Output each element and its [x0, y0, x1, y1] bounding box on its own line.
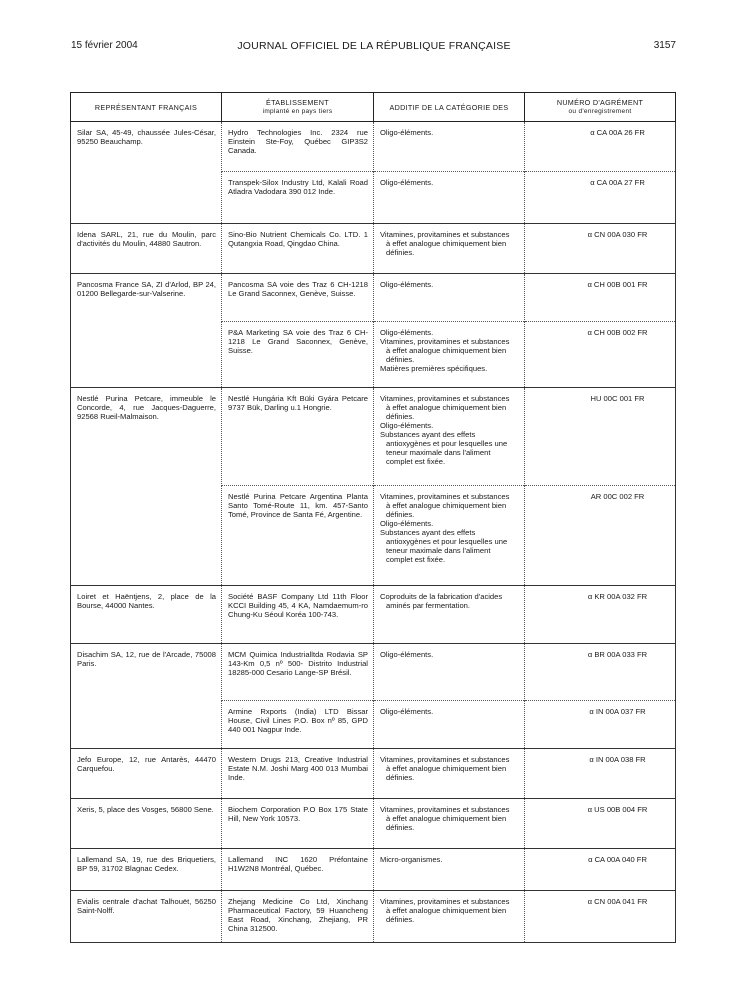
- additive-line: aminés par fermentation.: [386, 601, 470, 610]
- approval-number-cell: α CA 00A 040 FR: [525, 849, 676, 891]
- column-header-establishment: [222, 93, 374, 122]
- additive-line: Vitamines, provitamines et substances: [380, 394, 510, 403]
- representative-cell: Idena SARL, 21, rue du Moulin, parc d'activités du Moulin, 44880 Sautron.: [71, 224, 222, 274]
- table-body: [71, 122, 676, 943]
- representative-cell: [71, 701, 222, 749]
- approval-number-cell: α CA 00A 26 FR: [525, 122, 676, 172]
- establishment-cell: Armine Rxports (India) LTD Bissar House, Civil Lines P.O. Box nº 85, GPD 440 001 Nagpur Inde.: [222, 701, 374, 749]
- additive-cell: [374, 388, 525, 486]
- representative-cell: Nestlé Purina Petcare, immeuble le Concorde, 4, rue Jacques-Daguerre, 92568 Rueil-Malmaison.: [71, 388, 222, 486]
- table-row: [71, 849, 676, 891]
- table-row: [71, 799, 676, 849]
- additive-line: Oligo-éléments.: [380, 328, 434, 337]
- additive-line: définies.: [386, 248, 415, 257]
- establishment-cell: Lallemand INC 1620 Préfontaine H1W2N8 Montréal, Québec.: [222, 849, 374, 891]
- additive-line: à effet analogue chimiquement bien: [386, 764, 507, 773]
- establishment-cell: Sino-Bio Nutrient Chemicals Co. LTD. 1 Qutangxia Road, Qingdao China.: [222, 224, 374, 274]
- additive-line: Vitamines, provitamines et substances: [380, 337, 510, 346]
- additive-line: Oligo-éléments.: [380, 650, 434, 659]
- additive-line: définies.: [386, 773, 415, 782]
- table-row: [71, 701, 676, 749]
- representative-cell: [71, 322, 222, 388]
- approval-number-cell: α CN 00A 041 FR: [525, 891, 676, 943]
- representative-cell: Pancosma France SA, ZI d'Arlod, BP 24, 01200 Bellegarde-sur-Valserine.: [71, 274, 222, 322]
- representative-cell: [71, 486, 222, 586]
- approval-number-cell: α IN 00A 037 FR: [525, 701, 676, 749]
- additive-line: Oligo-éléments.: [380, 421, 434, 430]
- additive-line: Matières premières spécifiques.: [380, 364, 488, 373]
- additive-line: définies.: [386, 412, 415, 421]
- additive-line: Oligo-éléments.: [380, 280, 434, 289]
- additive-cell: [374, 322, 525, 388]
- establishment-cell: Zhejang Medicine Co Ltd, Xinchang Pharmaceutical Factory, 59 Huancheng East Road, Xinchang, Zhejiang, PR China 312500.: [222, 891, 374, 943]
- additive-line: à effet analogue chimiquement bien: [386, 403, 507, 412]
- column-header-representative: REPRÉSENTANT FRANÇAIS: [71, 93, 222, 122]
- additive-line: Micro-organismes.: [380, 855, 443, 864]
- additive-line: complet est fixée.: [386, 457, 446, 466]
- approval-number-cell: α KR 00A 032 FR: [525, 586, 676, 644]
- establishment-cell: Nestlé Purina Petcare Argentina Planta Santo Tomé-Route 11, km. 457-Santo Tomé, Province de Santa Fé, Argentine.: [222, 486, 374, 586]
- additive-cell: [374, 644, 525, 701]
- additive-cell: [374, 799, 525, 849]
- representative-cell: Silar SA, 45-49, chaussée Jules-César, 95250 Beauchamp.: [71, 122, 222, 172]
- additive-cell: [374, 586, 525, 644]
- establishment-cell: MCM Quimica Industrialltda Rodavia SP 143-Km 0,5 nº 500- Distrito Industrial 18285-000 Cesario Lange-SP Brésil.: [222, 644, 374, 701]
- table-row: [71, 586, 676, 644]
- additive-cell: [374, 749, 525, 799]
- additive-line: Substances ayant des effets: [380, 528, 476, 537]
- additive-line: définies.: [386, 510, 415, 519]
- establishment-cell: Société BASF Company Ltd 11th Floor KCCI Building 45, 4 KA, Namdaemum-ro Chung-Ku Séoul Koréa 100-743.: [222, 586, 374, 644]
- additive-line: teneur maximale dans l'aliment: [386, 546, 491, 555]
- column-header-additive: ADDITIF DE LA CATÉGORIE DES: [374, 93, 525, 122]
- column-header-number-sub: ou d'enregistrement: [568, 108, 632, 115]
- additive-line: Substances ayant des effets: [380, 430, 476, 439]
- representative-cell: Jefo Europe, 12, rue Antarès, 44470 Carquefou.: [71, 749, 222, 799]
- approval-number-cell: α CH 00B 002 FR: [525, 322, 676, 388]
- additive-line: à effet analogue chimiquement bien: [386, 814, 507, 823]
- column-header-number: [525, 93, 676, 122]
- approval-table: [70, 92, 676, 943]
- additive-line: définies.: [386, 823, 415, 832]
- approval-number-cell: HU 00C 001 FR: [525, 388, 676, 486]
- additive-line: Coproduits de la fabrication d'acides: [380, 592, 503, 601]
- approval-number-cell: α CH 00B 001 FR: [525, 274, 676, 322]
- establishment-cell: Biochem Corporation P.O Box 175 State Hill, New York 10573.: [222, 799, 374, 849]
- approval-number-cell: AR 00C 002 FR: [525, 486, 676, 586]
- establishment-cell: Pancosma SA voie des Traz 6 CH-1218 Le Grand Saconnex, Genève, Suisse.: [222, 274, 374, 322]
- establishment-cell: Transpek-Silox Industry Ltd, Kalali Road Atladra Vadodara 390 012 Inde.: [222, 172, 374, 224]
- representative-cell: Lallemand SA, 19, rue des Briquetiers, BP 59, 31702 Blagnac Cedex.: [71, 849, 222, 891]
- additive-line: Vitamines, provitamines et substances: [380, 230, 510, 239]
- additive-line: antioxygènes et pour lesquelles une: [386, 537, 508, 546]
- column-header-number-label: NUMÉRO D'AGRÉMENT: [556, 98, 644, 107]
- table-row: [71, 172, 676, 224]
- table-row: [71, 274, 676, 322]
- additive-line: Vitamines, provitamines et substances: [380, 897, 510, 906]
- table-row: [71, 749, 676, 799]
- table-header-row: [71, 93, 676, 122]
- additive-line: Vitamines, provitamines et substances: [380, 492, 510, 501]
- approval-number-cell: α CN 00A 030 FR: [525, 224, 676, 274]
- establishment-cell: Hydro Technologies Inc. 2324 rue Einstein Ste-Foy, Québec GIP3S2 Canada.: [222, 122, 374, 172]
- table-row: [71, 644, 676, 701]
- establishment-cell: Nestlé Hungária Kft Büki Gyára Petcare 9737 Bük, Darling u.1 Hongrie.: [222, 388, 374, 486]
- additive-line: Vitamines, provitamines et substances: [380, 755, 510, 764]
- approval-number-cell: α US 00B 004 FR: [525, 799, 676, 849]
- additive-line: à effet analogue chimiquement bien: [386, 501, 507, 510]
- representative-cell: [71, 172, 222, 224]
- additive-line: à effet analogue chimiquement bien: [386, 906, 507, 915]
- additive-line: teneur maximale dans l'aliment: [386, 448, 491, 457]
- representative-cell: Evialis centrale d'achat Talhouët, 56250 Saint-Nolff.: [71, 891, 222, 943]
- approval-number-cell: α CA 00A 27 FR: [525, 172, 676, 224]
- table-row: [71, 224, 676, 274]
- approval-number-cell: α BR 00A 033 FR: [525, 644, 676, 701]
- header-date: 15 février 2004: [71, 40, 138, 51]
- additive-line: définies.: [386, 355, 415, 364]
- additive-cell: [374, 486, 525, 586]
- additive-cell: [374, 274, 525, 322]
- additive-cell: [374, 701, 525, 749]
- additive-cell: [374, 891, 525, 943]
- additive-line: définies.: [386, 915, 415, 924]
- additive-line: Oligo-éléments.: [380, 519, 434, 528]
- additive-cell: [374, 849, 525, 891]
- table-row: [71, 388, 676, 486]
- column-header-establishment-label: ÉTABLISSEMENT: [266, 98, 329, 107]
- journal-title: JOURNAL OFFICIEL DE LA RÉPUBLIQUE FRANÇAISE: [237, 40, 511, 52]
- column-header-establishment-sub: implanté en pays tiers: [262, 108, 333, 115]
- representative-cell: Disachim SA, 12, rue de l'Arcade, 75008 Paris.: [71, 644, 222, 701]
- additive-line: complet est fixée.: [386, 555, 446, 564]
- additive-line: Oligo-éléments.: [380, 178, 434, 187]
- additive-line: à effet analogue chimiquement bien: [386, 346, 507, 355]
- page-number: 3157: [653, 40, 676, 51]
- approval-number-cell: α IN 00A 038 FR: [525, 749, 676, 799]
- table-row: [71, 891, 676, 943]
- additive-line: à effet analogue chimiquement bien: [386, 239, 507, 248]
- additive-cell: [374, 224, 525, 274]
- table-row: [71, 486, 676, 586]
- additive-line: Oligo-éléments.: [380, 707, 434, 716]
- additive-line: antioxygènes et pour lesquelles une: [386, 439, 508, 448]
- establishment-cell: Western Drugs 213, Creative Industrial Estate N.M. Joshi Marg 400 013 Mumbai Inde.: [222, 749, 374, 799]
- table-row: [71, 122, 676, 172]
- establishment-cell: P&A Marketing SA voie des Traz 6 CH-1218 Le Grand Saconnex, Genève, Suisse.: [222, 322, 374, 388]
- table-row: [71, 322, 676, 388]
- additive-line: Vitamines, provitamines et substances: [380, 805, 510, 814]
- representative-cell: Xeris, 5, place des Vosges, 56800 Sene.: [71, 799, 222, 849]
- additive-line: Oligo-éléments.: [380, 128, 434, 137]
- additive-cell: [374, 172, 525, 224]
- additive-cell: [374, 122, 525, 172]
- representative-cell: Loiret et Haëntjens, 2, place de la Bourse, 44000 Nantes.: [71, 586, 222, 644]
